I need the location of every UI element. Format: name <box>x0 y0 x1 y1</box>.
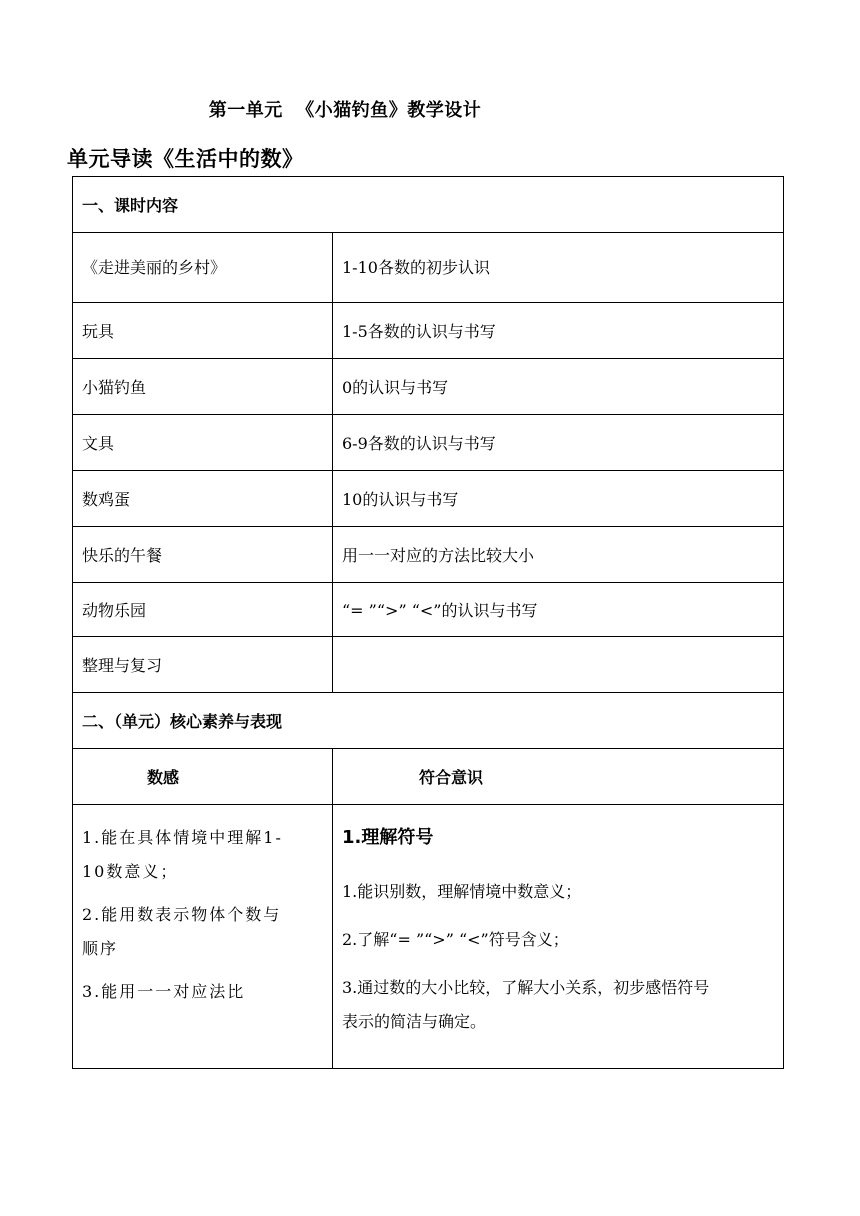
table-row <box>73 583 784 637</box>
section2-header: 二、（单元）核心素养与表现 <box>73 693 784 749</box>
unit-guide-heading: 单元导读《生活中的数》 <box>67 147 304 171</box>
number-sense-cell <box>73 805 333 1069</box>
symbol-sense-cell <box>333 805 784 1069</box>
section-header-row <box>73 177 784 233</box>
lesson-name: 《走进美丽的乡村》 <box>73 233 333 303</box>
table-row <box>73 303 784 359</box>
section1-header: 一、课时内容 <box>73 177 784 233</box>
lesson-content: 1-5各数的认识与书写 <box>333 303 784 359</box>
lesson-design-table <box>72 176 784 1069</box>
document-title: 第一单元 《小猫钓鱼》教学设计 <box>208 100 482 121</box>
list-item: 3.通过数的大小比较，了解大小关系，初步感悟符号表示的简洁与确定。 <box>342 978 710 1031</box>
lesson-name: 小猫钓鱼 <box>73 359 333 415</box>
lesson-name: 玩具 <box>73 303 333 359</box>
competency-row <box>73 805 784 1069</box>
table-row <box>73 637 784 693</box>
table-row <box>73 471 784 527</box>
lesson-name: 文具 <box>73 415 333 471</box>
lesson-name: 动物乐园 <box>73 583 333 637</box>
list-item: 1.能识别数，理解情境中数意义； <box>342 882 582 901</box>
column-header-row <box>73 749 784 805</box>
symbol-sense-header: 符合意识 <box>333 749 784 805</box>
number-sense-header: 数感 <box>73 749 333 805</box>
lesson-content: “= ”“>” “<”的认识与书写 <box>333 583 784 637</box>
section-header-row <box>73 693 784 749</box>
list-item: 2.能用数表示物体个数与顺序 <box>82 905 282 958</box>
symbol-subheading: 1.理解符号 <box>342 827 434 848</box>
table-row <box>73 233 784 303</box>
list-item: 2.了解“= ”“>” “<”符号含义； <box>342 930 569 949</box>
lesson-content: 10的认识与书写 <box>333 471 784 527</box>
lesson-content: 1-10各数的初步认识 <box>333 233 784 303</box>
lesson-name: 整理与复习 <box>73 637 333 693</box>
lesson-content: 0的认识与书写 <box>333 359 784 415</box>
lesson-content: 6-9各数的认识与书写 <box>333 415 784 471</box>
lesson-name: 快乐的午餐 <box>73 527 333 583</box>
list-item: 3.能用一一对应法比 <box>82 982 246 1001</box>
table-row <box>73 415 784 471</box>
list-item: 1.能在具体情境中理解1-10数意义； <box>82 828 283 881</box>
table-row <box>73 527 784 583</box>
lesson-content <box>333 637 784 693</box>
lesson-content: 用一一对应的方法比较大小 <box>333 527 784 583</box>
table-row <box>73 359 784 415</box>
lesson-name: 数鸡蛋 <box>73 471 333 527</box>
